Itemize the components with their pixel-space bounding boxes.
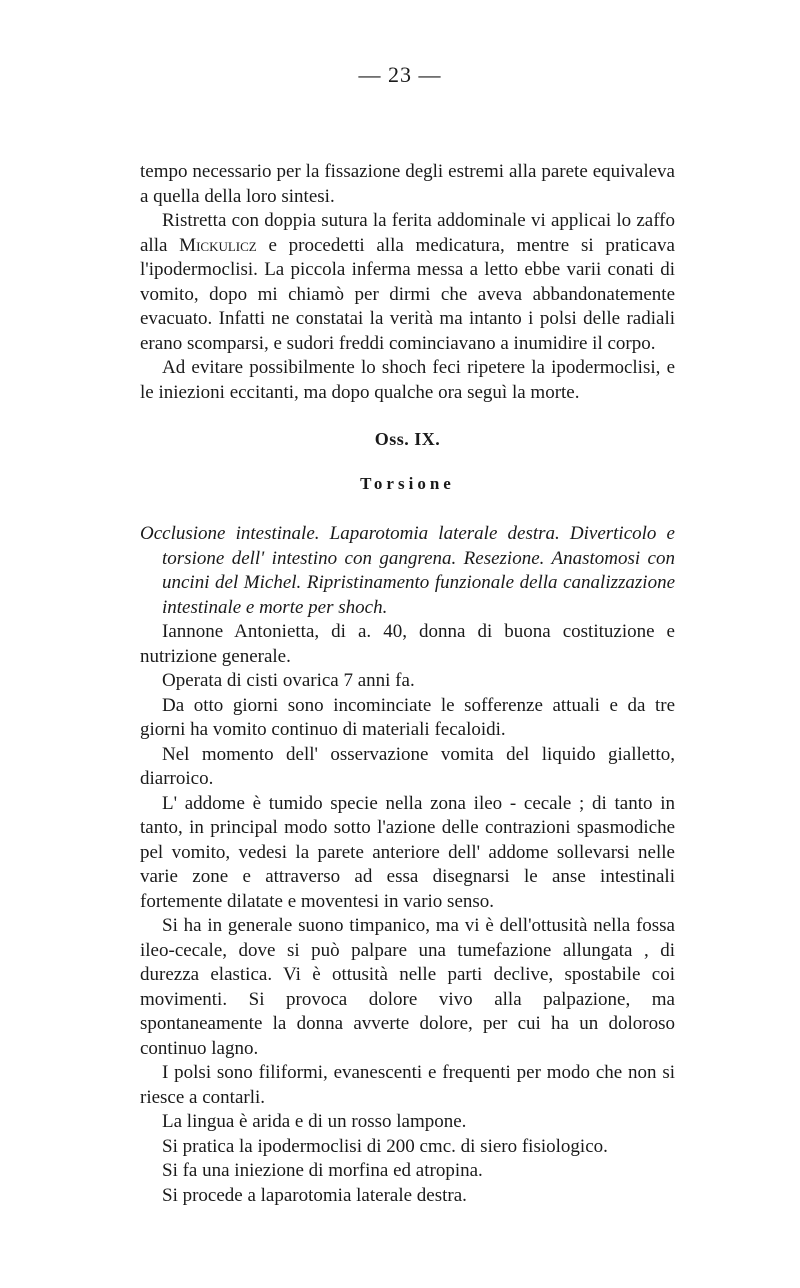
- case-paragraph: Operata di cisti ovarica 7 anni fa.: [162, 670, 415, 691]
- case-paragraph: Da otto giorni sono incominciate le sofferenze attuali e da tre giorni ha vomito continuo di materiali fecaloidi.: [140, 694, 675, 740]
- case-paragraph: Si pratica la ipodermoclisi di 200 cmc. di siero fisiologico.: [162, 1135, 608, 1157]
- intro-paragraph-3: Ad evitare possibilmente lo shoch feci ripetere la ipodermoclisi, e le iniezioni eccitanti, ma dopo qualche ora seguì la morte.: [140, 357, 675, 403]
- case-paragraph: Si ha in generale suono timpanico, ma vi è dell'ottusità nella fossa ileo-cecale, dove si può palpare una tumefazione allungata , di durezza elastica. Vi è ottusità nelle parti declive, spostabile coi movimenti. Si provoca dolore vivo alla palpazione, ma spontaneamente la donna avverte dolore, per cui ha un doloroso continuo lagno.: [140, 915, 675, 1059]
- page-number: — 23 —: [358, 62, 442, 87]
- intro-paragraph-2-end: e procedetti alla medicatura, mentre si praticava l'ipodermoclisi. La piccola inferma messa a letto ebbe varii conati di vomito, dopo mi chiamò per dirmi che aveva abbandonatemente evacuato. Infatti ne constatai la verità ma intanto i polsi delle radiali erano scomparsi, e sudori freddi cominciavano a inumidire il corpo.: [140, 234, 675, 354]
- case-paragraph: Iannone Antonietta, di a. 40, donna di buona costituzione e nutrizione generale.: [140, 621, 675, 667]
- intro-paragraph-1: tempo necessario per la fissazione degli estremi alla parete equivaleva a quella della loro sintesi.: [140, 161, 675, 207]
- case-paragraph: Si fa una iniezione di morfina ed atropina.: [162, 1160, 483, 1181]
- case-paragraph: Si procede a laparotomia laterale destra.: [162, 1184, 467, 1206]
- case-paragraph: La lingua è arida e di un rosso lampone.: [162, 1111, 467, 1132]
- case-paragraph: Nel momento dell' osservazione vomita del liquido gialletto, diarroico.: [140, 743, 675, 789]
- case-paragraph: L' addome è tumido specie nella zona ileo - cecale ; di tanto in tanto, in principal modo sotto l'azione delle contrazioni spasmodiche pel vomito, vedesi la parete anteriore dell' addome sollevarsi nelle varie zone e attraverso ad essa disegnarsi le anse intestinali fortemente dilatate e moventesi in vario senso.: [140, 792, 675, 912]
- intro-paragraph-2-start: Ristretta con doppia sutura la ferita addominale vi applicai lo zaffo alla: [140, 210, 675, 256]
- author-name-mickulicz: Mickulicz: [179, 234, 257, 256]
- intro-paragraph-2: [140, 209, 675, 356]
- case-paragraph: I polsi sono filiformi, evanescenti e frequenti per modo che non si riesce a contarli.: [140, 1062, 675, 1108]
- page-body: [140, 160, 675, 1208]
- observation-label: Oss. IX.: [374, 429, 441, 449]
- section-title: Torsione: [360, 473, 455, 493]
- case-summary: Occlusione intestinale. Laparotomia laterale destra. Diverticolo e torsione dell' intestino con gangrena. Resezione. Anastomosi con uncini del Michel. Ripristinamento funzionale della canalizzazione intestinale e morte per shoch.: [140, 523, 675, 618]
